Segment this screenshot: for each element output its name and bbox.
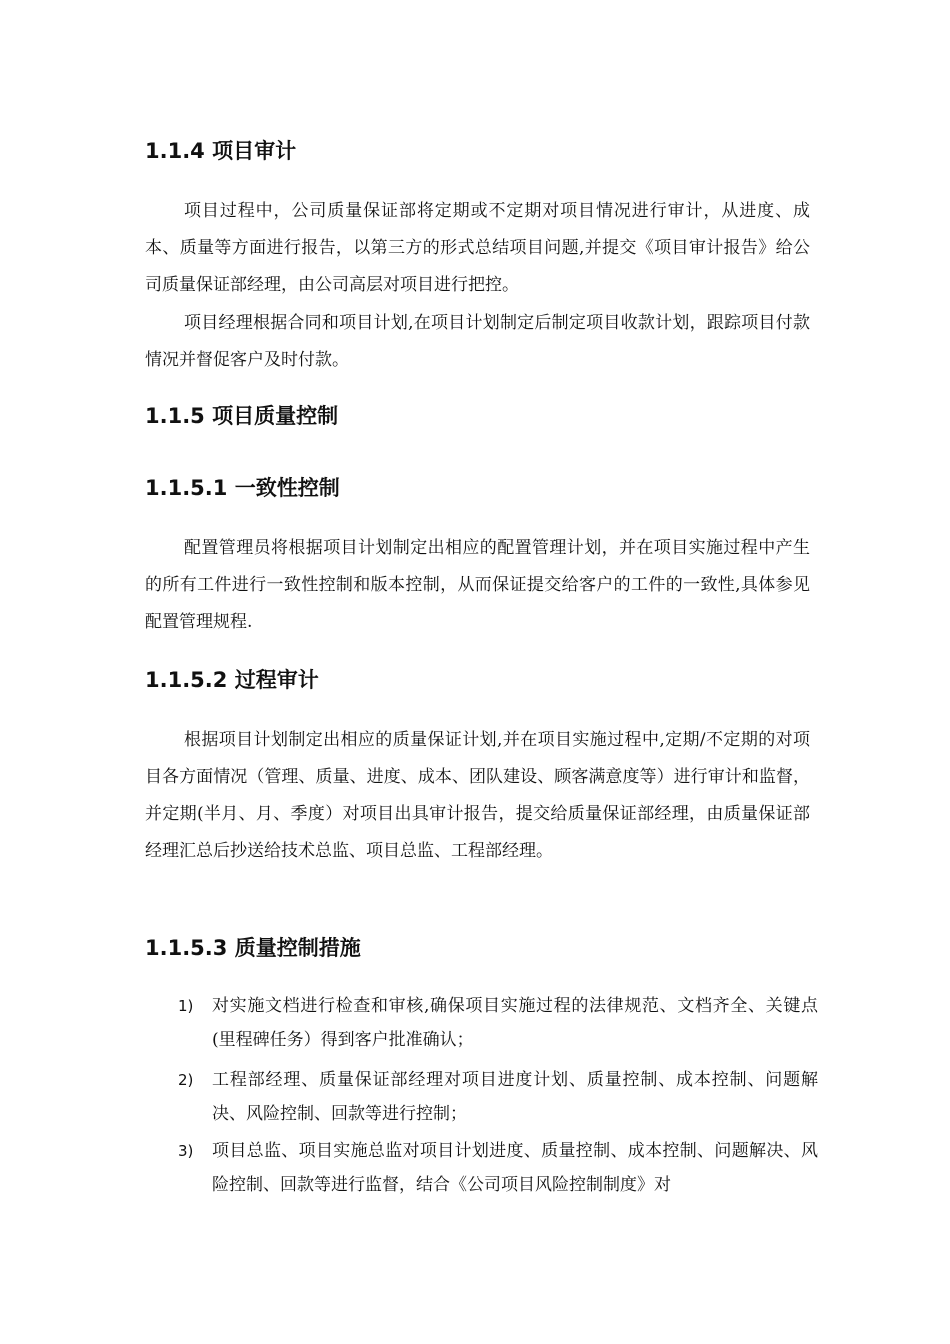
list-item-number: 3)	[178, 1142, 194, 1160]
list-item-text: 对实施文档进行检查和审核,确保项目实施过程的法律规范、文档齐全、关键点(里程碑任务）得到客户批准确认；	[212, 996, 818, 1050]
paragraph-consistency-control: 配置管理员将根据项目计划制定出相应的配置管理计划，并在项目实施过程中产生的所有工件进行一致性控制和版本控制，从而保证提交给客户的工件的一致性,具体参见配置管理规程.	[145, 538, 810, 632]
paragraph-payment-plan: 项目经理根据合同和项目计划,在项目计划制定后制定项目收款计划，跟踪项目付款情况并督促客户及时付款。	[145, 313, 810, 370]
list-item	[178, 1063, 818, 1131]
heading-1-1-5-2: 1.1.5.2 过程审计	[145, 668, 319, 692]
list-item	[178, 1134, 818, 1202]
list-item	[178, 989, 818, 1057]
list-item-text: 项目总监、项目实施总监对项目计划进度、质量控制、成本控制、问题解决、风险控制、回款等进行监督，结合《公司项目风险控制制度》对	[212, 1141, 818, 1195]
heading-1-1-5-1: 1.1.5.1 一致性控制	[145, 476, 340, 500]
list-item-number: 1)	[178, 997, 194, 1015]
list-item-text: 工程部经理、质量保证部经理对项目进度计划、质量控制、成本控制、问题解决、风险控制、回款等进行控制；	[212, 1070, 818, 1124]
heading-1-1-5-3: 1.1.5.3 质量控制措施	[145, 936, 361, 960]
paragraph-process-audit: 根据项目计划制定出相应的质量保证计划,并在项目实施过程中,定期/不定期的对项目各方面情况（管理、质量、进度、成本、团队建设、顾客满意度等）进行审计和监督，并定期(半月、月、季度）对项目出具审计报告，提交给质量保证部经理，由质量保证部经理汇总后抄送给技术总监、项目总监、工程部经理。	[145, 730, 810, 861]
list-item-number: 2)	[178, 1071, 194, 1089]
heading-1-1-5: 1.1.5 项目质量控制	[145, 404, 339, 428]
heading-1-1-4: 1.1.4 项目审计	[145, 139, 297, 163]
paragraph-project-audit: 项目过程中，公司质量保证部将定期或不定期对项目情况进行审计，从进度、成本、质量等方面进行报告，以第三方的形式总结项目问题,并提交《项目审计报告》给公司质量保证部经理，由公司高层对项目进行把控。	[145, 201, 810, 295]
